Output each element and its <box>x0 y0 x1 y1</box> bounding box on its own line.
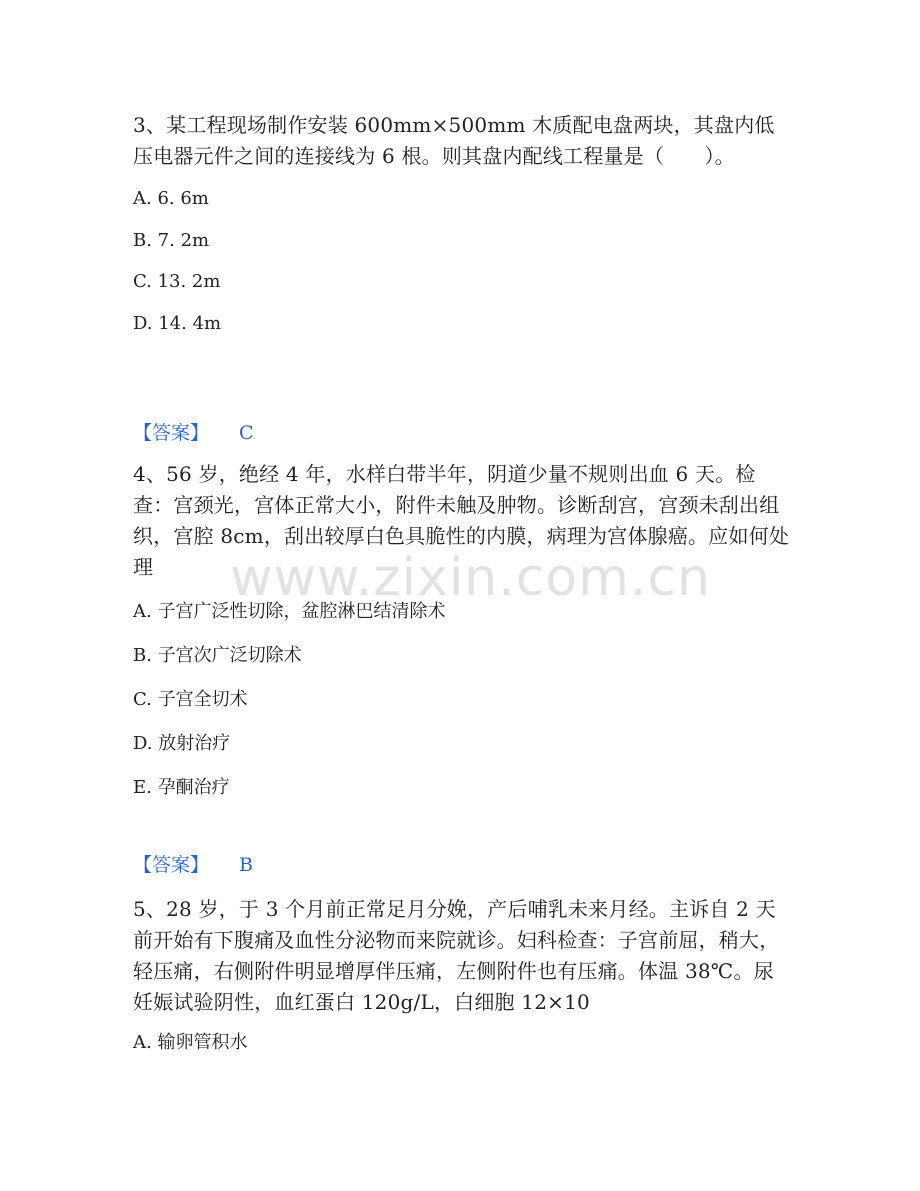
question-4-option-d: D. 放射治疗 <box>133 733 231 754</box>
question-3-answer <box>133 421 254 445</box>
question-5-option-a: A. 输卵管积水 <box>133 1032 248 1053</box>
question-3-option-c: C. 13. 2m <box>133 271 221 292</box>
question-3-option-a: A. 6. 6m <box>133 188 209 209</box>
question-4-option-c: C. 子宫全切术 <box>133 689 248 710</box>
answer-label: 【答案】 <box>133 854 210 876</box>
question-4-option-b: B. 子宫次广泛切除术 <box>133 645 302 666</box>
answer-value: B <box>239 854 253 876</box>
answer-label: 【答案】 <box>133 422 210 444</box>
question-4-answer <box>133 853 253 877</box>
question-3-text: 3、某工程现场制作安装 600mm×500mm 木质配电盘两块，其盘内低压电器元件之间的连接线为 6 根。则其盘内配线工程量是（ ）。 <box>133 113 775 168</box>
question-3-option-b: B. 7. 2m <box>133 230 210 251</box>
answer-value: C <box>239 422 254 444</box>
question-4-option-a: A. 子宫广泛性切除，盆腔淋巴结清除术 <box>133 601 446 622</box>
question-4-text: 4、56 岁，绝经 4 年，水样白带半年，阴道少量不规则出血 6 天。检查：宫颈光，宫体正常大小，附件未触及肿物。诊断刮宫，宫颈未刮出组织，宫腔 8cm，刮出较厚白色具脆性的内膜，病理为宫体腺癌。应如何处理 <box>133 462 790 579</box>
question-5-text: 5、28 岁，于 3 个月前正常足月分娩，产后哺乳未来月经。主诉自 2 天前开始有下腹痛及血性分泌物而来院就诊。妇科检查：子宫前屈，稍大，轻压痛，右侧附件明显增厚伴压痛，左侧附件也有压痛。体温 38℃。尿妊娠试验阴性，血红蛋白 120g/L，白细胞 12×10 <box>133 897 780 1014</box>
watermark: www.zixin.com.cn <box>230 548 711 608</box>
question-3-option-d: D. 14. 4m <box>133 313 222 334</box>
question-4-option-e: E. 孕酮治疗 <box>133 777 230 798</box>
